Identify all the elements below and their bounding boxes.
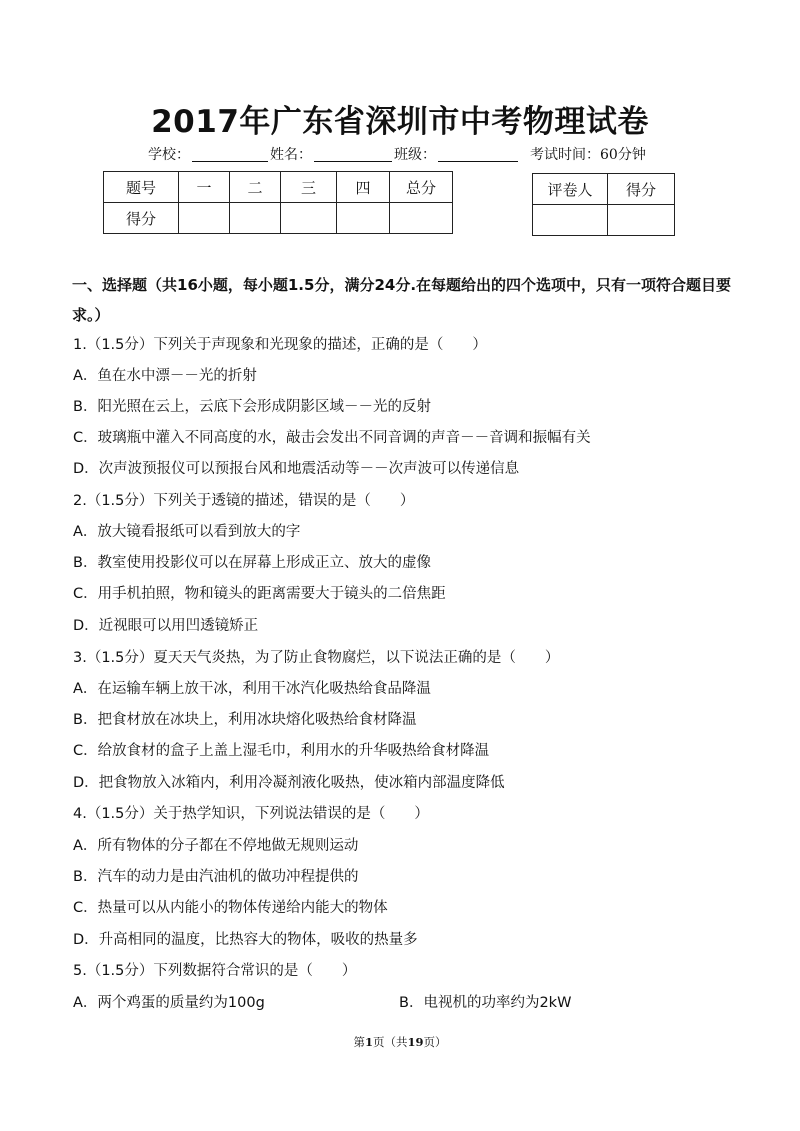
question-option: A．在运输车辆上放干冰，利用干冰汽化吸热给食品降温 [73, 681, 431, 697]
score-cell[interactable] [390, 203, 453, 234]
grader-table [532, 173, 675, 236]
score-cell[interactable] [179, 203, 230, 234]
grader-header-cell: 得分 [608, 174, 675, 205]
question-option: B．电视机的功率约为2kW [399, 995, 572, 1011]
score-table-header-row [104, 172, 453, 203]
footer-middle: 页（共 [373, 1035, 408, 1049]
question-option: B．把食材放在冰块上，利用冰块熔化吸热给食材降温 [73, 712, 417, 728]
question-option: C．给放食材的盒子上盖上湿毛巾，利用水的升华吸热给食材降温 [73, 743, 490, 759]
score-table [103, 171, 453, 234]
grader-table-header-row [533, 174, 675, 205]
page-footer [0, 1034, 800, 1050]
footer-prefix: 第 [353, 1035, 365, 1049]
student-info-row [148, 144, 646, 164]
footer-page-number: 1 [364, 1035, 373, 1049]
question-option: A．放大镜看报纸可以看到放大的字 [73, 524, 301, 540]
score-header-cell: 一 [179, 172, 230, 203]
question-option: A．两个鸡蛋的质量约为100g [73, 995, 265, 1011]
question-option: D．把食物放入冰箱内，利用冷凝剂液化吸热，使冰箱内部温度降低 [73, 775, 505, 791]
score-header-cell: 总分 [390, 172, 453, 203]
exam-time: 考试时间：60分钟 [530, 147, 646, 163]
question-stem: 1.（1.5分）下列关于声现象和光现象的描述，正确的是（ ） [73, 337, 487, 353]
question-stem: 2.（1.5分）下列关于透镜的描述，错误的是（ ） [73, 493, 415, 509]
score-header-cell: 题号 [104, 172, 179, 203]
score-header-cell: 三 [281, 172, 337, 203]
score-cell[interactable] [230, 203, 281, 234]
question-option: B．阳光照在云上，云底下会形成阴影区域－－光的反射 [73, 399, 431, 415]
score-cell[interactable] [281, 203, 337, 234]
footer-suffix: 页） [423, 1035, 447, 1049]
class-label: 班级： [394, 147, 436, 163]
question-option: A．所有物体的分子都在不停地做无规则运动 [73, 838, 359, 854]
question-option: D．次声波预报仪可以预报台风和地震活动等－－次声波可以传递信息 [73, 461, 520, 477]
grader-table-blank-row [533, 205, 675, 236]
score-header-cell: 二 [230, 172, 281, 203]
score-header-cell: 四 [337, 172, 390, 203]
school-label: 学校： [148, 147, 190, 163]
question-option: B．教室使用投影仪可以在屏幕上形成正立、放大的虚像 [73, 555, 431, 571]
question-stem: 3.（1.5分）夏天天气炎热，为了防止食物腐烂，以下说法正确的是（ ） [73, 650, 560, 666]
question-option: C．热量可以从内能小的物体传递给内能大的物体 [73, 900, 388, 916]
question-stem: 5.（1.5分）下列数据符合常识的是（ ） [73, 963, 357, 979]
name-label: 姓名： [270, 147, 312, 163]
question-stem: 4.（1.5分）关于热学知识，下列说法错误的是（ ） [73, 806, 429, 822]
name-blank[interactable] [314, 147, 392, 162]
grader-cell[interactable] [533, 205, 608, 236]
school-blank[interactable] [192, 147, 268, 162]
question-option: C．玻璃瓶中灌入不同高度的水，敲击会发出不同音调的声音－－音调和振幅有关 [73, 430, 591, 446]
question-option: C．用手机拍照，物和镜头的距离需要大于镜头的二倍焦距 [73, 586, 446, 602]
footer-total-pages: 19 [407, 1035, 424, 1049]
question-option: D．近视眼可以用凹透镜矫正 [73, 618, 259, 634]
section-heading: 一、选择题（共16小题，每小题1.5分，满分24分.在每题给出的四个选项中，只有一项符合题目要求。） [72, 276, 732, 324]
grader-cell[interactable] [608, 205, 675, 236]
class-blank[interactable] [438, 147, 518, 162]
score-row-label: 得分 [104, 203, 179, 234]
score-cell[interactable] [337, 203, 390, 234]
score-table-score-row [104, 203, 453, 234]
question-option: B．汽车的动力是由汽油机的做功冲程提供的 [73, 869, 359, 885]
grader-header-cell: 评卷人 [533, 174, 608, 205]
question-option: D．升高相同的温度，比热容大的物体，吸收的热量多 [73, 932, 418, 948]
exam-title: 2017年广东省深圳市中考物理试卷 [151, 104, 649, 140]
question-option: A．鱼在水中漂－－光的折射 [73, 368, 257, 384]
